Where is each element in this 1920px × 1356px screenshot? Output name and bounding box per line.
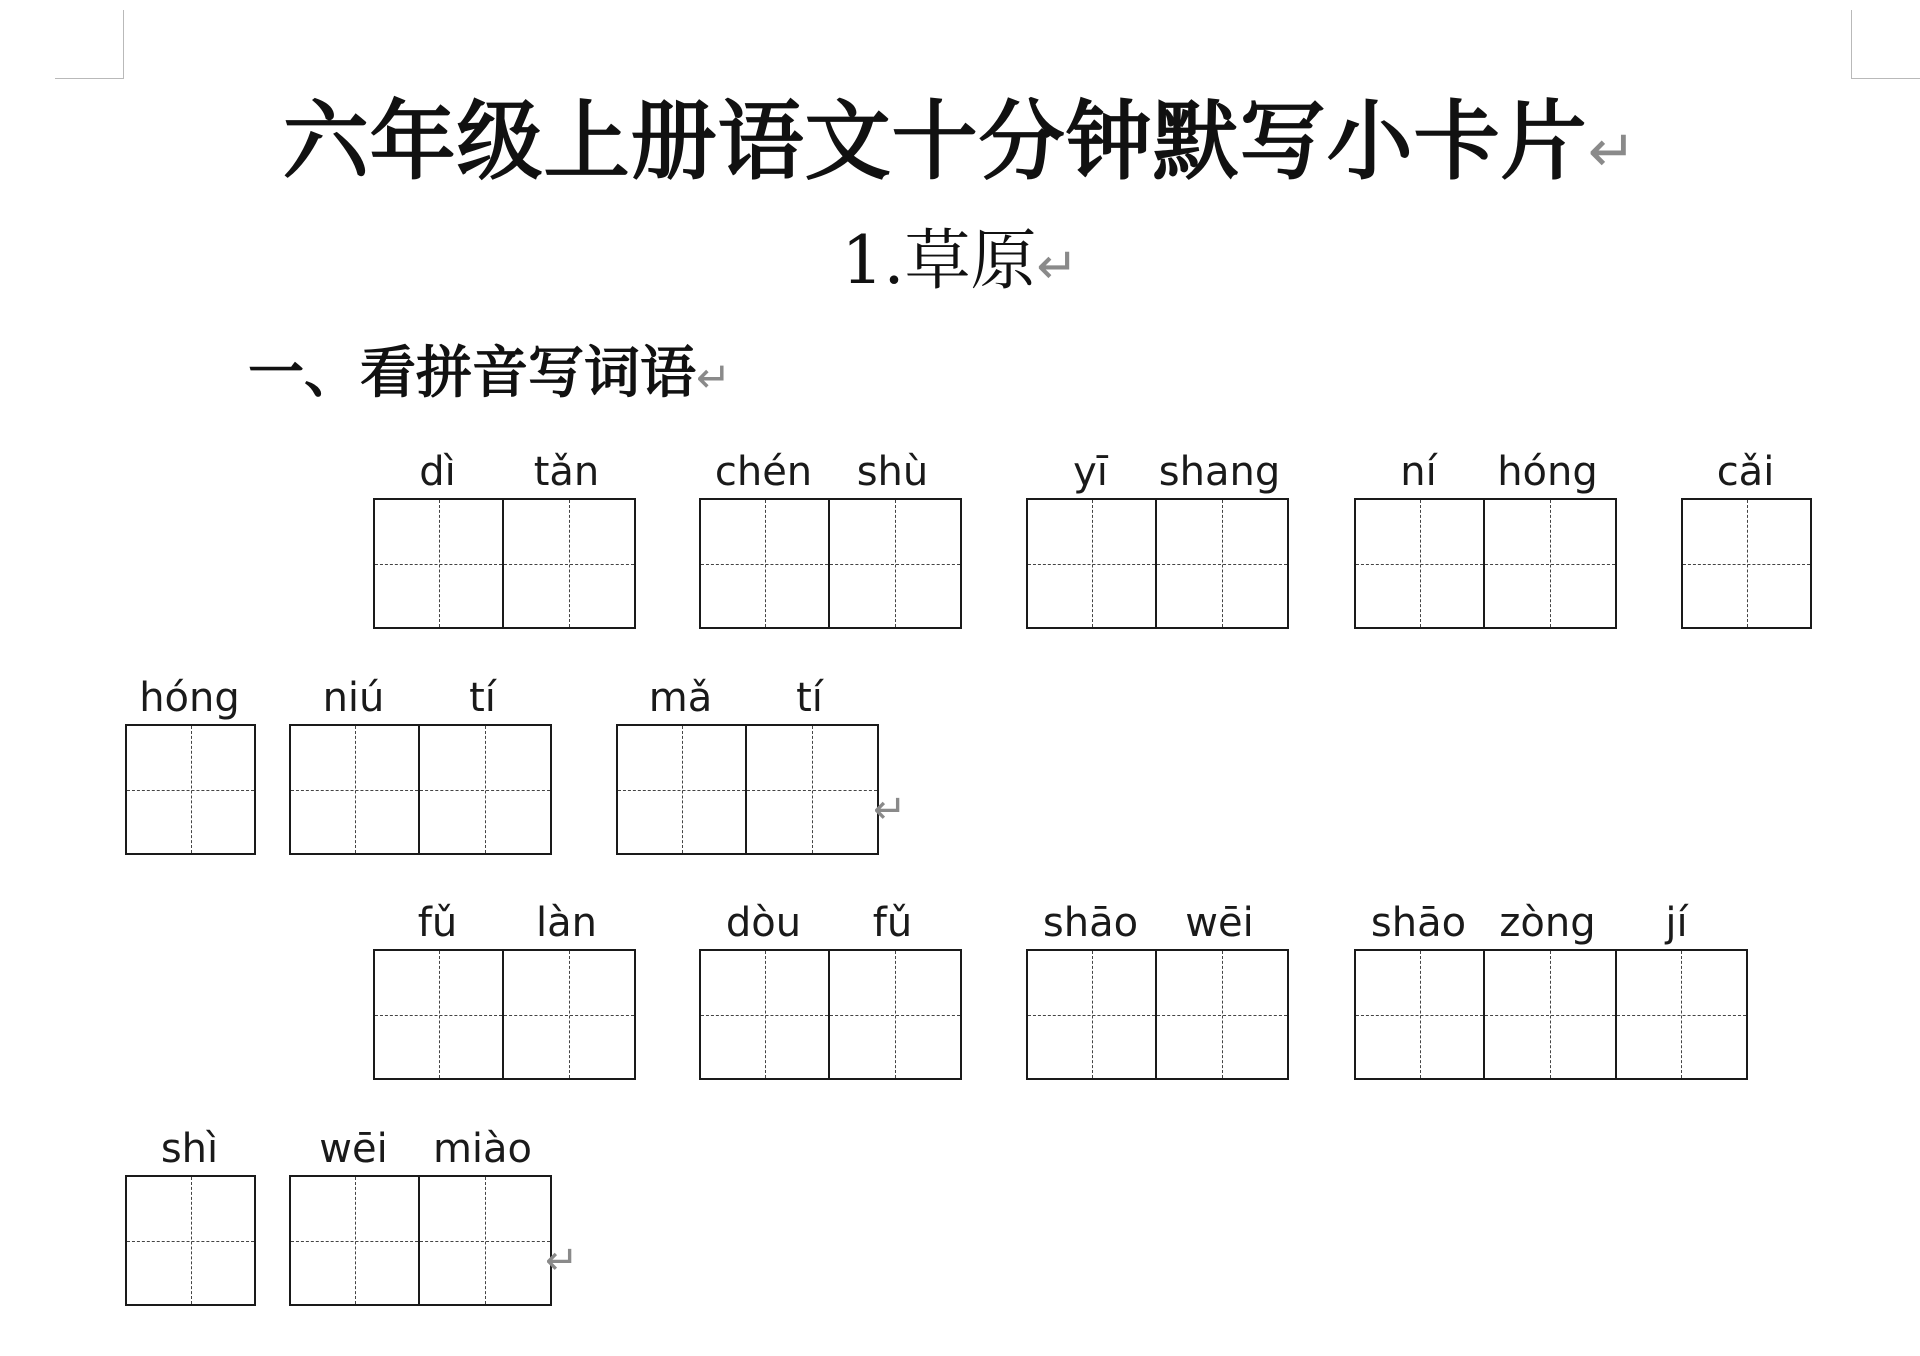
page-title: [0, 84, 1920, 209]
character-box[interactable]: [373, 949, 504, 1080]
lesson-title: [0, 218, 1920, 309]
writing-grid: [373, 949, 636, 1080]
character-box[interactable]: [289, 1175, 420, 1306]
pinyin-syllable: ní: [1400, 449, 1437, 495]
pinyin-syllable: shang: [1158, 449, 1281, 495]
character-box[interactable]: [830, 949, 962, 1080]
character-box[interactable]: [420, 724, 552, 855]
pinyin-syllable: dì: [419, 449, 456, 495]
section-heading-text: 一、看拼音写词语: [248, 341, 696, 406]
character-box[interactable]: [125, 724, 256, 855]
writing-grid: [1681, 498, 1812, 629]
character-box[interactable]: [125, 1175, 256, 1306]
section-heading: [248, 338, 731, 414]
pinyin-syllable: wēi: [1185, 900, 1254, 946]
writing-grid: [699, 949, 962, 1080]
character-box[interactable]: [289, 724, 420, 855]
character-box[interactable]: [1681, 498, 1812, 629]
paragraph-mark-icon: ↵: [1036, 237, 1079, 295]
paragraph-mark-icon: ↵: [1587, 117, 1638, 185]
page-corner-mark-top-right: [1851, 10, 1920, 79]
writing-grid: [699, 498, 962, 629]
character-box[interactable]: [373, 498, 504, 629]
character-box[interactable]: [1485, 498, 1617, 629]
character-box[interactable]: [420, 1175, 552, 1306]
pinyin-syllable: mǎ: [648, 675, 713, 721]
character-box[interactable]: [1157, 498, 1289, 629]
pinyin-syllable: cǎi: [1716, 449, 1775, 495]
pinyin-syllable: yī: [1073, 449, 1108, 495]
pinyin-syllable: shì: [160, 1126, 219, 1172]
pinyin-syllable: chén: [714, 449, 813, 495]
character-box[interactable]: [1617, 949, 1749, 1080]
pinyin-syllable: zòng: [1499, 900, 1596, 946]
character-box[interactable]: [1485, 949, 1617, 1080]
pinyin-syllable: dòu: [725, 900, 802, 946]
pinyin-syllable: tí: [796, 675, 823, 721]
pinyin-syllable: làn: [536, 900, 597, 946]
writing-grid: [1354, 498, 1617, 629]
lesson-title-text: 1.草原: [841, 222, 1037, 299]
writing-grid: [289, 1175, 552, 1306]
writing-grid: [289, 724, 552, 855]
pinyin-syllable: fǔ: [872, 900, 913, 946]
character-box[interactable]: [1026, 498, 1157, 629]
paragraph-mark-icon: ↵: [696, 353, 732, 402]
page-corner-mark-top-left: [55, 10, 124, 79]
writing-grid: [125, 1175, 256, 1306]
character-box[interactable]: [747, 724, 879, 855]
writing-grid: [616, 724, 879, 855]
pinyin-syllable: tǎn: [533, 449, 600, 495]
pinyin-syllable: hóng: [139, 675, 240, 721]
character-box[interactable]: [699, 498, 830, 629]
pinyin-syllable: tí: [469, 675, 496, 721]
character-box[interactable]: [1026, 949, 1157, 1080]
character-box[interactable]: [1354, 498, 1485, 629]
title-text: 六年级上册语文十分钟默写小卡片: [282, 91, 1588, 192]
character-box[interactable]: [699, 949, 830, 1080]
pinyin-syllable: shù: [856, 449, 929, 495]
character-box[interactable]: [830, 498, 962, 629]
pinyin-syllable: shāo: [1370, 900, 1467, 946]
pinyin-syllable: fǔ: [417, 900, 458, 946]
character-box[interactable]: [1354, 949, 1485, 1080]
writing-grid: [1026, 949, 1289, 1080]
paragraph-mark-icon: ↵: [545, 1238, 579, 1284]
pinyin-syllable: miào: [432, 1126, 533, 1172]
paragraph-mark-icon: ↵: [873, 787, 907, 833]
character-box[interactable]: [504, 498, 636, 629]
writing-grid: [1354, 949, 1748, 1080]
writing-grid: [125, 724, 256, 855]
pinyin-syllable: hóng: [1497, 449, 1598, 495]
pinyin-syllable: niú: [322, 675, 385, 721]
pinyin-syllable: shāo: [1042, 900, 1139, 946]
character-box[interactable]: [1157, 949, 1289, 1080]
pinyin-syllable: wēi: [319, 1126, 388, 1172]
character-box[interactable]: [504, 949, 636, 1080]
writing-grid: [1026, 498, 1289, 629]
character-box[interactable]: [616, 724, 747, 855]
writing-grid: [373, 498, 636, 629]
pinyin-syllable: jí: [1665, 900, 1688, 946]
